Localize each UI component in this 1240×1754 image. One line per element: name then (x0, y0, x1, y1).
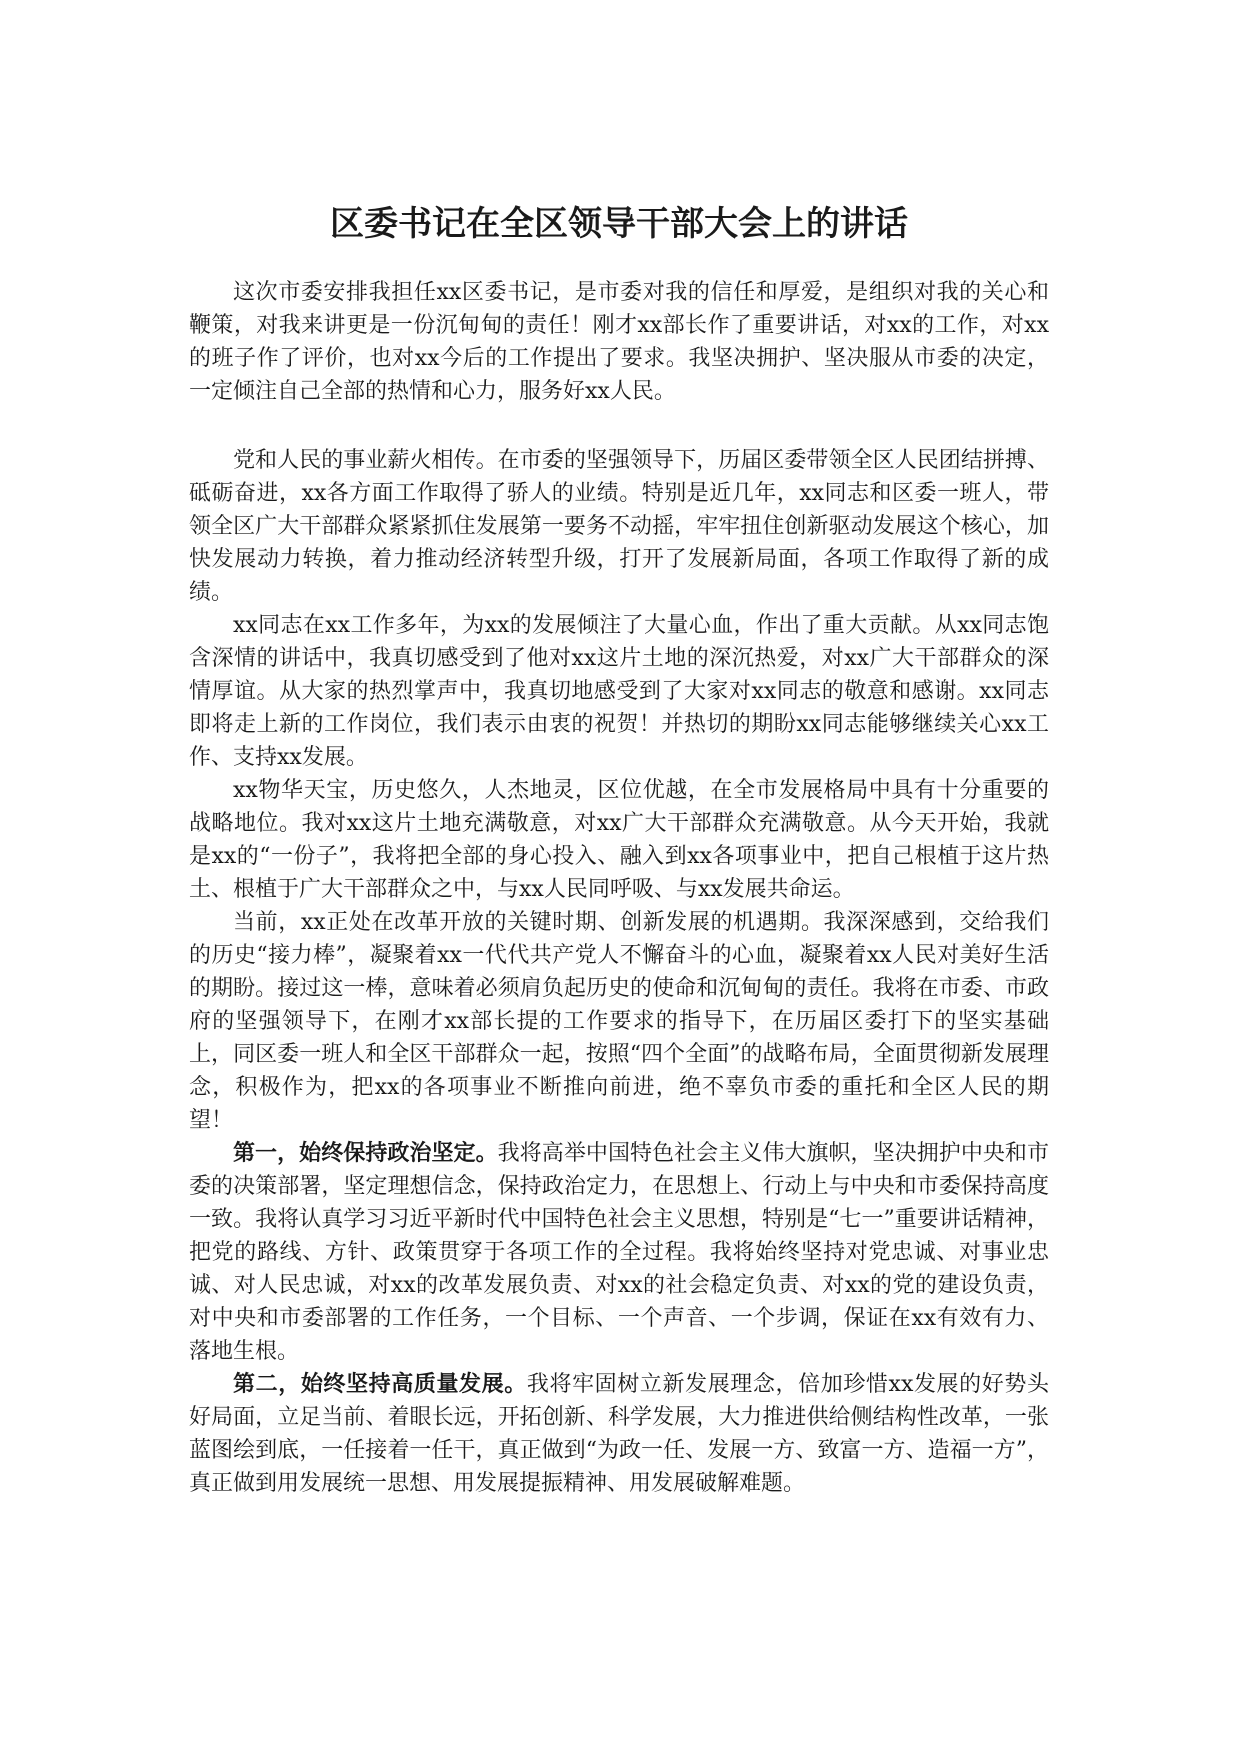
paragraph-6-body: 我将高举中国特色社会主义伟大旗帜，坚决拥护中央和市委的决策部署，坚定理想信念，保持政治定力，在思想上、行动上与中央和市委保持高度一致。我将认真学习习近平新时代中国特色社会主义思想，特别是“七一”重要讲话精神，把党的路线、方针、政策贯穿于各项工作的全过程。我将始终坚持对党忠诚、对事业忠诚、对人民忠诚，对xx的改革发展负责、对xx的社会稳定负责、对xx的党的建设负责，对中央和市委部署的工作任务，一个目标、一个声音、一个步调，保证在xx有效有力、落地生根。 (189, 1141, 1049, 1364)
paragraph-gap (189, 408, 1049, 444)
document-title: 区委书记在全区领导干部大会上的讲话 (330, 204, 908, 244)
paragraph-6-lead: 第一，始终保持政治坚定。 (233, 1140, 498, 1166)
paragraph-7-body: 我将牢固树立新发展理念，倍加珍惜xx发展的好势头好局面，立足当前、着眼长远，开拓创新、科学发展，大力推进供给侧结构性改革，一张蓝图绘到底，一任接着一任干，真正做到“为政一任、发展一方、致富一方、造福一方”，真正做到用发展统一思想、用发展提振精神、用发展破解难题。 (189, 1372, 1049, 1496)
paragraph-2: 党和人民的事业薪火相传。在市委的坚强领导下，历届区委带领全区人民团结拼搏、砥砺奋进，xx各方面工作取得了骄人的业绩。特别是近几年，xx同志和区委一班人，带领全区广大干部群众紧紧抓住发展第一要务不动摇，牢牢扭住创新驱动发展这个核心，加快发展动力转换，着力推动经济转型升级，打开了发展新局面，各项工作取得了新的成绩。 (189, 448, 1049, 605)
paragraph-4: xx物华天宝，历史悠久，人杰地灵，区位优越，在全市发展格局中具有十分重要的战略地位。我对xx这片土地充满敬意，对xx广大干部群众充满敬意。从今天开始，我就是xx的“一份子”，我将把全部的身心投入、融入到xx各项事业中，把自己根植于这片热土、根植于广大干部群众之中，与xx人民同呼吸、与xx发展共命运。 (189, 778, 1049, 902)
paragraph-5: 当前，xx正处在改革开放的关键时期、创新发展的机遇期。我深深感到，交给我们的历史“接力棒”，凝聚着xx一代代共产党人不懈奋斗的心血，凝聚着xx人民对美好生活的期盼。接过这一棒，意味着必须肩负起历史的使命和沉甸甸的责任。我将在市委、市政府的坚强领导下，在刚才xx部长提的工作要求的指导下，在历届区委打下的坚实基础上，同区委一班人和全区干部群众一起，按照“四个全面”的战略布局，全面贯彻新发展理念，积极作为，把xx的各项事业不断推向前进，绝不辜负市委的重托和全区人民的期望！ (189, 910, 1049, 1133)
paragraph-1: 这次市委安排我担任xx区委书记，是市委对我的信任和厚爱，是组织对我的关心和鞭策，对我来讲更是一份沉甸甸的责任！刚才xx部长作了重要讲话，对xx的工作，对xx的班子作了评价，也对xx今后的工作提出了要求。我坚决拥护、坚决服从市委的决定，一定倾注自己全部的热情和心力，服务好xx人民。 (189, 280, 1049, 404)
document-page (189, 200, 1049, 1500)
paragraph-6 (189, 1137, 1049, 1368)
paragraph-7 (189, 1368, 1049, 1500)
paragraph-7-lead: 第二，始终坚持高质量发展。 (233, 1371, 527, 1397)
paragraph-3: xx同志在xx工作多年，为xx的发展倾注了大量心血，作出了重大贡献。从xx同志饱含深情的讲话中，我真切感受到了他对xx这片土地的深沉热爱，对xx广大干部群众的深情厚谊。从大家的热烈掌声中，我真切地感受到了大家对xx同志的敬意和感谢。xx同志即将走上新的工作岗位，我们表示由衷的祝贺！并热切的期盼xx同志能够继续关心xx工作、支持xx发展。 (189, 613, 1049, 770)
